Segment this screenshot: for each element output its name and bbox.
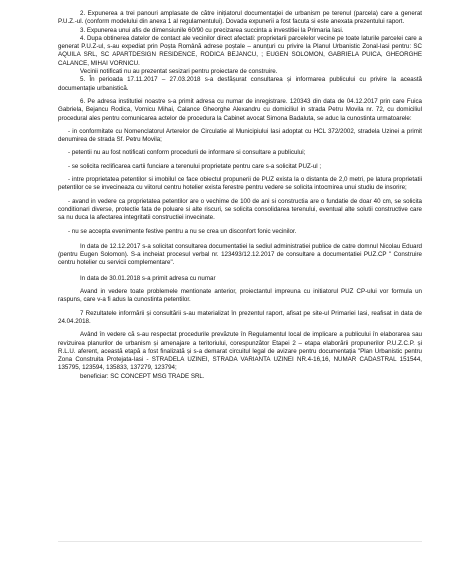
paragraph-bullet-2: - petentii nu au fost notificati conform procedurii de informare si consultare a publicului;	[68, 149, 306, 157]
paragraph-bullet-1: - in conformitate cu Nomenclatorul Arterelor de Circulatie al Municipiului Iasi adoptat cu HCL 372/2002, stradela Uzinei a primit denumirea de strada Sf. Petru Movila;	[58, 127, 422, 144]
paragraph-item-6: 6. Pe adresa institutiei noastre s-a primit adresa cu numar de inregistrare. 120343 din data de 04.12.2017 prin care Fuica Gabriela, Bejancu Rodica, Vornicu Mihai, Calance Gheorghe Alexandru cu domiciliul in strada Petru Movila nr. 72, cu domiciliul procedural ales pentru comunicarea actelor de procedura la Cabinet avocat Simona Badaluta, se aduc la cunostinta urmatoarele:	[58, 97, 422, 122]
paragraph-consultation: In data de 12.12.2017 s-a solicitat consultarea documentatiei la sediul administratiei publice de catre domnul Nicolau Eduard (pentru Eugen Solomon). S-a incheiat procesul verbal nr. 123493/12.12.2017 de consultare a documentatiei PUZ.CP " Construire centru hotelier cu servicii complementare".	[58, 242, 422, 267]
paragraph-item-5: 5. În perioada 17.11.2017 – 27.03.2018 s-a desfășurat consultarea și informarea publicului cu privire la această documentație urbanistică.	[58, 76, 422, 92]
paragraph-item-3: 3. Expunerea unui afis de dimensiunile 60/90 cu precizarea succinta a investitiei la Primaria Iasi.	[80, 26, 344, 34]
paragraph-item-4: 4. Dupa obtinerea datelor de contact ale vecinilor direct afectati: proprietarii parcelelor vecine pe toate laturile parcelei care a generat P.U.Z-ul, s-au expediat prin Poșta Română adrese poștale – anunțuri cu privire la Planul Urbanistic Zonal-Iasi pentru: SC AQUILA SRL, SC APARTDESIGN RESIDENCE, RODICA BEJANCU, ; EUGEN SOLOMON, GABRIELA PUICA, GHEORGHE CALANCE, MIHAI VORNICU.	[58, 34, 422, 67]
paragraph-bullet-6: - nu se accepta evenimente festive pentru a nu se crea un disconfort fonic vecinilor.	[68, 227, 297, 235]
paragraph-bullet-4: - intre proprietatea petentilor si imobilul ce face obiectul propunerii de PUZ exista la o distanta de 2,0 metri, pe latura proprietatii petentilor ce se invecineaza cu viitorul centru hotelier exista ferestre pentru vedere se solicita intocmirea unui studiu de insorire;	[58, 176, 422, 192]
paragraph-beneficiary: beneficiar: SC CONCEPT MSG TRADE SRL.	[80, 372, 205, 380]
paragraph-conclusion: Având în vedere că s-au respectat procedurile prevăzute în Regulamentul local de implicare a publicului în elaborarea sau revizuirea planurilor de urbanism și amenajare a teritoriului, corespunzător Etapei 2 – etapa elaborării propunerilor P.U.Z.C.P. și R.L.U. aferent, această etapă a fost finalizată și s-a demarat circuitul legal de avizare pentru documentația "Plan Urbanistic pentru Zona Construita Protejata-Iasi - STRADELA UZINEI, STRADA VARIANTA UZINEI NR.4-16,16, NUMAR CADASTRAL 151544, 135795, 123594, 135833, 137279, 123794;	[58, 331, 422, 372]
paragraph-address-received: In data de 30.01.2018 s-a primit adresa cu numar	[80, 274, 216, 282]
paragraph-response: Avand in vedere toate problemele mentionate anterior, proiectantul impreuna cu initiatorul PUZ CP-ului vor formula un raspuns, care v-a fi adus la cunostinta petentilor.	[58, 288, 422, 304]
paragraph-item-2: 2. Expunerea a trei panouri amplasate de către inițiatorul documentației de urbanism pe terenul (parcela) care a generat P.U.Z.-ul. (conform modelului din anexa 1 al regulamentului). Dovada expunerii a fost facuta si este anexata prezentului raport.	[58, 10, 422, 26]
paragraph-bullet-3: - se solicita reclificarea cartii funciare a terenului proprietate pentru care s-a solicitat PUZ-ul ;	[68, 162, 322, 170]
paragraph-item-7: 7 Rezultatele informării și consultării s-au materializat în prezentul raport, afisat pe site-ul Primariei Iasi, reafisat in data de 24.04.2018.	[58, 309, 422, 325]
footer-divider	[58, 541, 422, 542]
paragraph-neighbors-note: Vecinii notificati nu au prezentat sesizari pentru proiectare de construire.	[80, 68, 278, 76]
document-body	[58, 10, 422, 381]
paragraph-bullet-5: - avand in vedere ca proprietatea petentilor are o vechime de 100 de ani si constructia are o fundatie de doar 40 cm, se solicita conditionari diverse, protectie fata de poluare si alte riscuri, se solicita consolidarea terenului, eventual alte solutii constructive care sa nu duca la afectarea integritatii constructiei invecinate.	[58, 197, 422, 222]
